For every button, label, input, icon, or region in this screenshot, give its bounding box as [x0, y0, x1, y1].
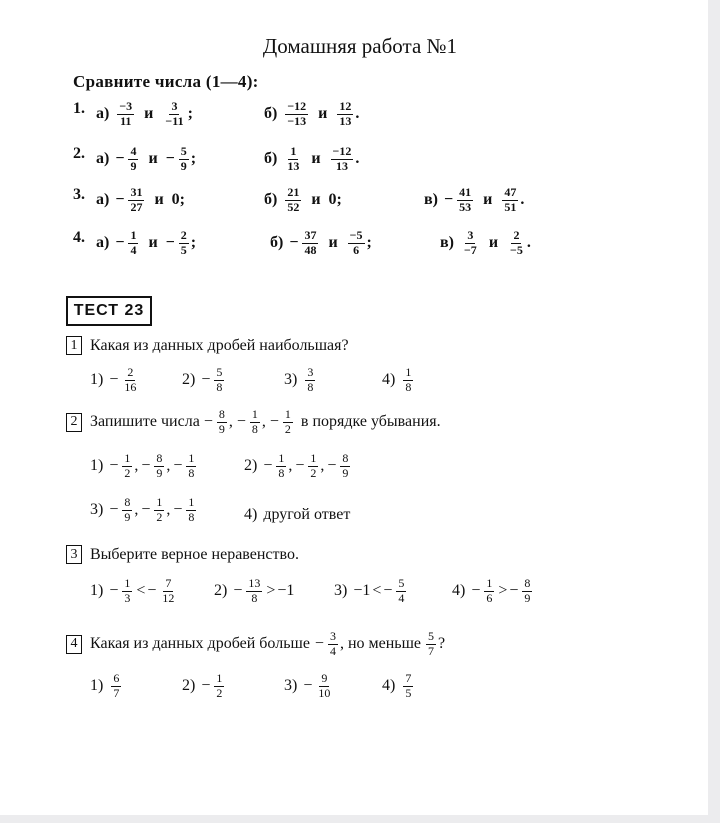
- compare-3a: а) − $\frac{31}{27}$ и 0 ;: [96, 185, 185, 214]
- question-number: 4: [66, 635, 82, 654]
- q3-option-2[interactable]: 2) − $\frac{13}{8}$ > −1: [214, 576, 295, 605]
- fraction: $\frac{-12}{13}$: [332, 144, 352, 173]
- page-edge-right: [708, 0, 720, 823]
- compare-4b: б) − $\frac{37}{48}$ и $\frac{-5}{6}$ ;: [270, 228, 372, 257]
- q1-option-4[interactable]: 4) $\frac{1}{8}$: [382, 365, 412, 394]
- fraction: $\frac{5}{8}$: [216, 365, 223, 394]
- compare-2b: б) $\frac{1}{13}$ и $\frac{-12}{13}$ .: [264, 144, 360, 173]
- fraction: $\frac{31}{27}$: [130, 185, 143, 214]
- q3-option-4[interactable]: 4) − $\frac{1}{6}$ > − $\frac{8}{9}$: [452, 576, 531, 605]
- fraction: $\frac{5}{9}$: [180, 144, 187, 173]
- compare-row-2: [73, 145, 85, 163]
- q1-option-2[interactable]: 2) − $\frac{5}{8}$: [182, 365, 223, 394]
- q2-option-4[interactable]: 4) другой ответ: [244, 506, 351, 523]
- fraction: $\frac{2}{-5}$: [510, 228, 523, 257]
- fraction: $\frac{8}{9}$: [218, 407, 225, 436]
- fraction: $\frac{2}{16}$: [124, 365, 137, 394]
- compare-4a: а) − $\frac{1}{4}$ и − $\frac{2}{5}$ ;: [96, 228, 197, 257]
- question-number: 2: [66, 413, 82, 432]
- q4-option-1[interactable]: 1) $\frac{6}{7}$: [90, 671, 120, 700]
- q4-option-3[interactable]: 3) − $\frac{9}{10}$: [284, 671, 331, 700]
- fraction: $\frac{1}{2}$: [284, 407, 291, 436]
- question-number: 1: [66, 336, 82, 355]
- question-text: Какая из данных дробей наибольшая?: [90, 336, 349, 354]
- fraction: $\frac{47}{51}$: [504, 185, 517, 214]
- compare-1b: б) $\frac{-12}{-13}$ и $\frac{12}{13}$ .: [264, 99, 360, 128]
- fraction: $\frac{3}{4}$: [329, 629, 336, 658]
- page-edge-bottom: [0, 815, 720, 823]
- q3-option-1[interactable]: 1) − $\frac{1}{3}$ < − $\frac{7}{12}$: [90, 576, 175, 605]
- compare-row-1: [73, 100, 85, 118]
- page-title: Домашняя работа №1: [262, 34, 458, 58]
- fraction: $\frac{41}{53}$: [459, 185, 472, 214]
- fraction: $\frac{4}{9}$: [130, 144, 137, 173]
- row-number: 4.: [73, 229, 85, 246]
- q2-option-3[interactable]: 3) − $\frac{8}{9}$ , − $\frac{1}{2}$ , − $\frac{1}{8}$: [90, 495, 195, 524]
- fraction: $\frac{1}{4}$: [130, 228, 137, 257]
- question-2: 2 Запишите числа − $\frac{8}{9}$ , − $\frac{1}{8}$ , − $\frac{1}{2}$ в порядке убывания.: [66, 408, 441, 437]
- fraction: $\frac{3}{-7}$: [463, 228, 477, 257]
- q2-option-1[interactable]: 1) − $\frac{1}{2}$ , − $\frac{8}{9}$ , − $\frac{1}{8}$: [90, 451, 195, 480]
- compare-row-3: [73, 186, 85, 204]
- fraction: $\frac{2}{5}$: [180, 228, 187, 257]
- fraction: $\frac{-12}{-13}$: [287, 99, 307, 128]
- question-1: [66, 336, 349, 355]
- fraction: $\frac{1}{13}$: [287, 144, 300, 173]
- compare-3c: в) − $\frac{41}{53}$ и $\frac{47}{51}$ .: [424, 185, 525, 214]
- fraction: $\frac{3}{-11}$: [165, 99, 184, 128]
- q4-option-2[interactable]: 2) − $\frac{1}{2}$: [182, 671, 223, 700]
- question-number: 3: [66, 545, 82, 564]
- row-number: 2.: [73, 145, 85, 162]
- compare-3b: б) $\frac{21}{52}$ и 0 ;: [264, 185, 342, 214]
- fraction: $\frac{12}{13}$: [339, 99, 352, 128]
- fraction: $\frac{1}{8}$: [251, 407, 258, 436]
- q4-option-4[interactable]: 4) $\frac{7}{5}$: [382, 671, 412, 700]
- fraction: $\frac{21}{52}$: [287, 185, 300, 214]
- section-heading: Сравните числа (1—4):: [73, 72, 259, 91]
- compare-row-4: [73, 229, 85, 247]
- fraction: $\frac{37}{48}$: [304, 228, 317, 257]
- fraction: $\frac{-3}{11}$: [119, 99, 133, 128]
- compare-1a: а) $\frac{-3}{11}$ и $\frac{3}{-11}$ ;: [96, 99, 193, 128]
- compare-2a: а) − $\frac{4}{9}$ и − $\frac{5}{9}$ ;: [96, 144, 197, 173]
- fraction: $\frac{1}{8}$: [405, 365, 412, 394]
- q3-option-3[interactable]: 3) −1 < − $\frac{5}{4}$: [334, 576, 405, 605]
- question-4: 4 Какая из данных дробей больше − $\frac{3}{4}$ , но меньше $\frac{5}{7}$ ?: [66, 630, 445, 659]
- row-number: 3.: [73, 186, 85, 203]
- q1-option-1[interactable]: 1) − $\frac{2}{16}$: [90, 365, 137, 394]
- q2-option-2[interactable]: 2) − $\frac{1}{8}$ , − $\frac{1}{2}$ , − $\frac{8}{9}$: [244, 451, 349, 480]
- fraction: $\frac{3}{8}$: [307, 365, 314, 394]
- q1-option-3[interactable]: 3) $\frac{3}{8}$: [284, 365, 314, 394]
- row-number: 1.: [73, 100, 85, 117]
- compare-4c: в) $\frac{3}{-7}$ и $\frac{2}{-5}$ .: [440, 228, 531, 257]
- fraction: $\frac{-5}{6}$: [349, 228, 363, 257]
- question-3: 3 Выберите верное неравенство.: [66, 545, 299, 564]
- fraction: $\frac{5}{7}$: [428, 629, 435, 658]
- test-label: ТЕСТ 23: [66, 296, 152, 326]
